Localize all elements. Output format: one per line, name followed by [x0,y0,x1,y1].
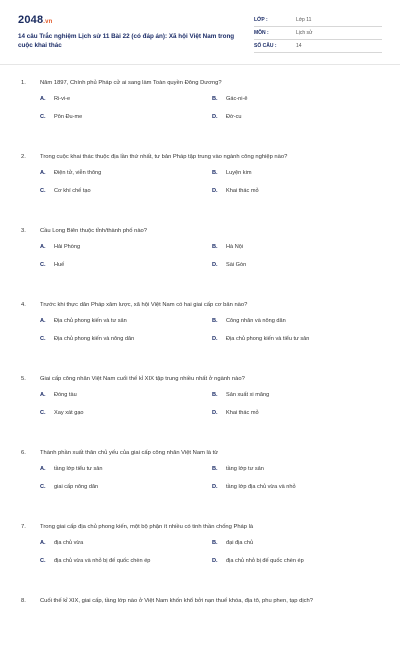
option-a[interactable] [40,96,70,102]
option-a[interactable] [40,540,83,546]
option-b[interactable] [212,244,243,250]
question-list [18,79,382,671]
question-5 [18,375,382,449]
option-row [18,188,382,206]
options [18,170,382,206]
option-b[interactable] [212,540,253,546]
option-b[interactable] [212,170,252,176]
option-letter: B. [212,244,218,250]
option-row [18,262,382,280]
question-stem: Giai cấp công nhân Việt Nam cuối thế kỉ XIX tập trung nhiều nhất ở ngành nào? [40,376,245,382]
option-text: Cơ khí chế tạo [54,188,91,194]
option-c[interactable] [40,262,64,268]
option-d[interactable] [212,410,259,416]
question-text [18,301,382,309]
question-8 [18,597,382,671]
option-text: Khai thác mỏ [226,410,259,416]
question-stem: Năm 1897, Chính phủ Pháp cử ai sang làm Toàn quyền Đông Dương? [40,80,222,86]
option-text: Địa chủ phong kiến và tư sản [54,318,127,324]
options [18,392,382,428]
option-letter: B. [212,96,218,102]
question-2 [18,153,382,227]
option-letter: B. [212,392,218,398]
option-text: Khai thác mỏ [226,188,259,194]
option-letter: C. [40,484,46,490]
question-text [18,597,382,605]
question-text [18,79,382,87]
option-letter: A. [40,540,46,546]
options [18,540,382,576]
option-row [18,484,382,502]
option-c[interactable] [40,558,150,564]
document-title: 14 câu Trắc nghiệm Lịch sử 11 Bài 22 (có đáp án): Xã hội Việt Nam trong cuộc khai thác [18,33,235,49]
option-d[interactable] [212,484,296,490]
option-text: Sản xuất xi măng [226,392,270,398]
header-divider [0,64,400,65]
question-1 [18,79,382,153]
site-logo[interactable] [18,14,53,26]
option-c[interactable] [40,188,91,194]
question-stem: Cầu Long Biên thuộc tỉnh/thành phố nào? [40,228,148,234]
option-d[interactable] [212,188,259,194]
option-text: đại địa chủ [226,540,254,546]
option-letter: D. [212,336,218,342]
option-a[interactable] [40,318,127,324]
option-letter: C. [40,262,46,268]
option-a[interactable] [40,392,77,398]
option-letter: B. [212,466,218,472]
question-stem: Trước khi thực dân Pháp xâm lược, xã hội Việt Nam có hai giai cấp cơ bản nào? [40,302,248,308]
option-d[interactable] [212,262,246,268]
option-text: Hà Nội [226,244,244,250]
option-d[interactable] [212,558,304,564]
question-number: 6. [21,450,26,456]
option-text: tầng lớp địa chủ vừa và nhỏ [226,484,296,490]
options [18,244,382,280]
option-row [18,336,382,354]
option-letter: D. [212,114,218,120]
option-letter: B. [212,318,218,324]
question-4 [18,301,382,375]
question-6 [18,449,382,523]
option-text: Huế [54,262,65,268]
option-letter: D. [212,410,218,416]
option-letter: D. [212,484,218,490]
option-text: tầng lớp tư sản [226,466,264,472]
option-text: địa chủ vừa và nhỏ bị đế quốc chèn ép [54,558,151,564]
option-text: Điện tử, viễn thông [54,170,102,176]
option-letter: B. [212,170,218,176]
question-number: 4. [21,302,26,308]
option-b[interactable] [212,466,264,472]
option-text: Hải Phòng [54,244,81,250]
option-a[interactable] [40,170,101,176]
option-row [18,558,382,576]
option-letter: A. [40,466,46,472]
question-text [18,153,382,161]
meta-key: MÔN : [254,30,269,36]
options [18,96,382,132]
meta-row-subject [254,27,382,40]
option-row [18,170,382,188]
option-text: Pôn Đu-me [54,114,83,120]
meta-key: SỐ CÂU : [254,43,277,49]
option-c[interactable] [40,410,84,416]
option-letter: A. [40,244,46,250]
question-number: 7. [21,524,26,530]
option-text: Công nhân và nông dân [226,318,286,324]
question-text [18,449,382,457]
option-letter: B. [212,540,218,546]
question-stem: Trong giai cấp địa chủ phong kiến, một bộ phận ít nhiều có tinh thần chống Pháp là [40,524,254,530]
option-row [18,318,382,336]
option-text: Đờ-cu [226,114,242,120]
option-text: Địa chủ phong kiến và nông dân [54,336,135,342]
option-c[interactable] [40,484,98,490]
option-letter: C. [40,114,46,120]
option-letter: A. [40,392,46,398]
option-text: Ri-vi-e [54,96,71,102]
option-row [18,540,382,558]
option-text: Gác-ni-ê [226,96,248,102]
question-text [18,227,382,235]
question-number: 2. [21,154,26,160]
option-row [18,244,382,262]
meta-value: Lớp 11 [296,17,312,23]
question-3 [18,227,382,301]
option-letter: D. [212,188,218,194]
question-7 [18,523,382,597]
option-letter: C. [40,410,46,416]
option-letter: D. [212,558,218,564]
question-stem: Thành phần xuất thân chủ yếu của giai cấp công nhân Việt Nam là từ [40,450,219,456]
option-text: địa chủ vừa [54,540,84,546]
meta-value: 14 [296,43,302,49]
option-text: Luyện kim [226,170,252,176]
option-text: Địa chủ phong kiến và tiểu tư sản [226,336,310,342]
option-text: giai cấp nông dân [54,484,99,490]
logo-text: 2048 [18,14,44,26]
option-letter: C. [40,336,46,342]
option-letter: A. [40,96,46,102]
meta-value: Lịch sử [296,30,313,36]
option-b[interactable] [212,96,247,102]
option-letter: C. [40,188,46,194]
document-header [18,14,382,62]
option-letter: A. [40,318,46,324]
option-row [18,114,382,132]
option-row [18,96,382,114]
option-row [18,392,382,410]
option-a[interactable] [40,466,102,472]
option-a[interactable] [40,244,80,250]
logo-suffix: .vn [43,19,53,25]
question-number: 1. [21,80,26,86]
option-letter: A. [40,170,46,176]
meta-row-class [254,14,382,27]
question-stem: Cuối thế kỉ XIX, giai cấp, tầng lớp nào ở Việt Nam khốn khổ bởi nạn thuế khóa, địa tô, phu phen, tạp dịch? [40,598,313,604]
option-d[interactable] [212,336,309,342]
meta-table [254,14,382,53]
question-text [18,523,382,531]
option-row [18,466,382,484]
meta-row-count [254,40,382,53]
options [18,318,382,354]
option-row [18,410,382,428]
question-number: 5. [21,376,26,382]
option-b[interactable] [212,392,269,398]
option-text: địa chủ nhỏ bị đế quốc chèn ép [226,558,304,564]
option-c[interactable] [40,336,134,342]
option-text: Đóng tàu [54,392,77,398]
option-text: Sài Gòn [226,262,247,268]
option-c[interactable] [40,114,82,120]
meta-key: LỚP : [254,17,268,23]
question-number: 8. [21,598,26,604]
options [18,466,382,502]
option-d[interactable] [212,114,241,120]
option-letter: D. [212,262,218,268]
question-stem: Trong cuộc khai thác thuộc địa lần thứ nhất, tư bản Pháp tập trung vào ngành công nghiệp nào? [40,154,288,160]
option-text: Xay xát gạo [54,410,84,416]
option-letter: C. [40,558,46,564]
option-b[interactable] [212,318,286,324]
option-text: tầng lớp tiểu tư sản [54,466,103,472]
question-number: 3. [21,228,26,234]
question-text [18,375,382,383]
